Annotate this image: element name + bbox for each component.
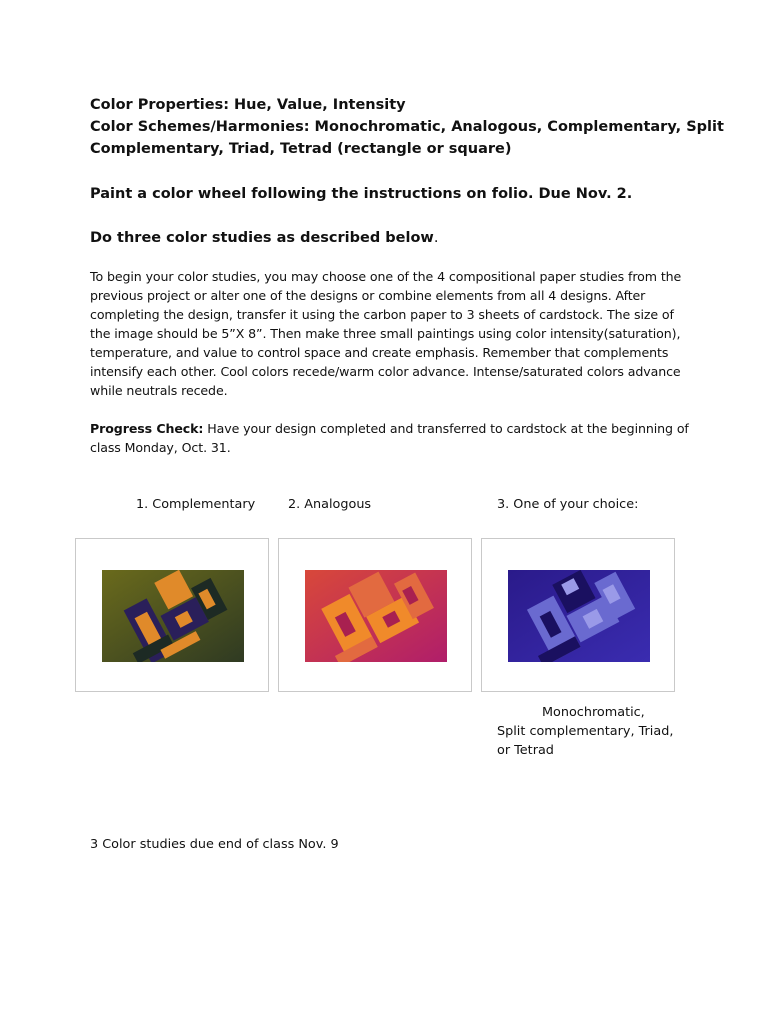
instructions-line: intensify each other. Cool colors recede/warm color advance. Intense/saturated colors advance [90,364,681,379]
analogous-study-image [305,570,447,662]
study-label-choice: 3. One of your choice: [497,497,639,512]
study-label-complementary: 1. Complementary [136,497,256,512]
monochromatic-study-frame [481,538,675,692]
heading-color-wheel: Paint a color wheel following the instructions on folio. Due Nov. 2. [90,186,633,202]
progress-check-line [90,419,689,438]
study-label-analogous: 2. Analogous [288,497,372,512]
complementary-study-frame [75,538,269,692]
analogous-study-frame [278,538,472,692]
instructions-paragraph [90,267,680,400]
monochromatic-study-image [508,570,650,662]
heading-color-properties: Color Properties: Hue, Value, Intensity [90,97,406,113]
choice-option-split-triad: Split complementary, Triad, [497,724,674,739]
progress-check-label: Progress Check: [90,421,204,436]
progress-check-line-2: class Monday, Oct. 31. [90,440,231,455]
heading-color-studies-text: Do three color studies as described below [90,230,434,246]
heading-color-schemes-cont: Complementary, Triad, Tetrad (rectangle or square) [90,141,512,157]
heading-color-studies-period: . [433,230,439,246]
progress-check-paragraph [90,419,689,457]
complementary-study-image [102,570,244,662]
heading-color-studies [90,227,438,249]
instructions-line: previous project or alter one of the designs or combine elements from all 4 designs. After [90,288,646,303]
studies-due-note: 3 Color studies due end of class Nov. 9 [90,837,339,852]
instructions-line: while neutrals recede. [90,383,228,398]
choice-option-monochromatic: Monochromatic, [542,705,645,720]
instructions-line: To begin your color studies, you may choose one of the 4 compositional paper studies from the [90,269,682,284]
heading-color-schemes: Color Schemes/Harmonies: Monochromatic, Analogous, Complementary, Split [90,119,724,135]
instructions-line: the image should be 5”X 8”. Then make three small paintings using color intensity(saturation), [90,326,681,341]
choice-option-tetrad: or Tetrad [497,743,554,758]
progress-check-text: Have your design completed and transferred to cardstock at the beginning of [203,421,689,436]
instructions-line: completing the design, transfer it using the carbon paper to 3 sheets of cardstock. The size of [90,307,674,322]
instructions-line: temperature, and value to control space and create emphasis. Remember that complements [90,345,669,360]
